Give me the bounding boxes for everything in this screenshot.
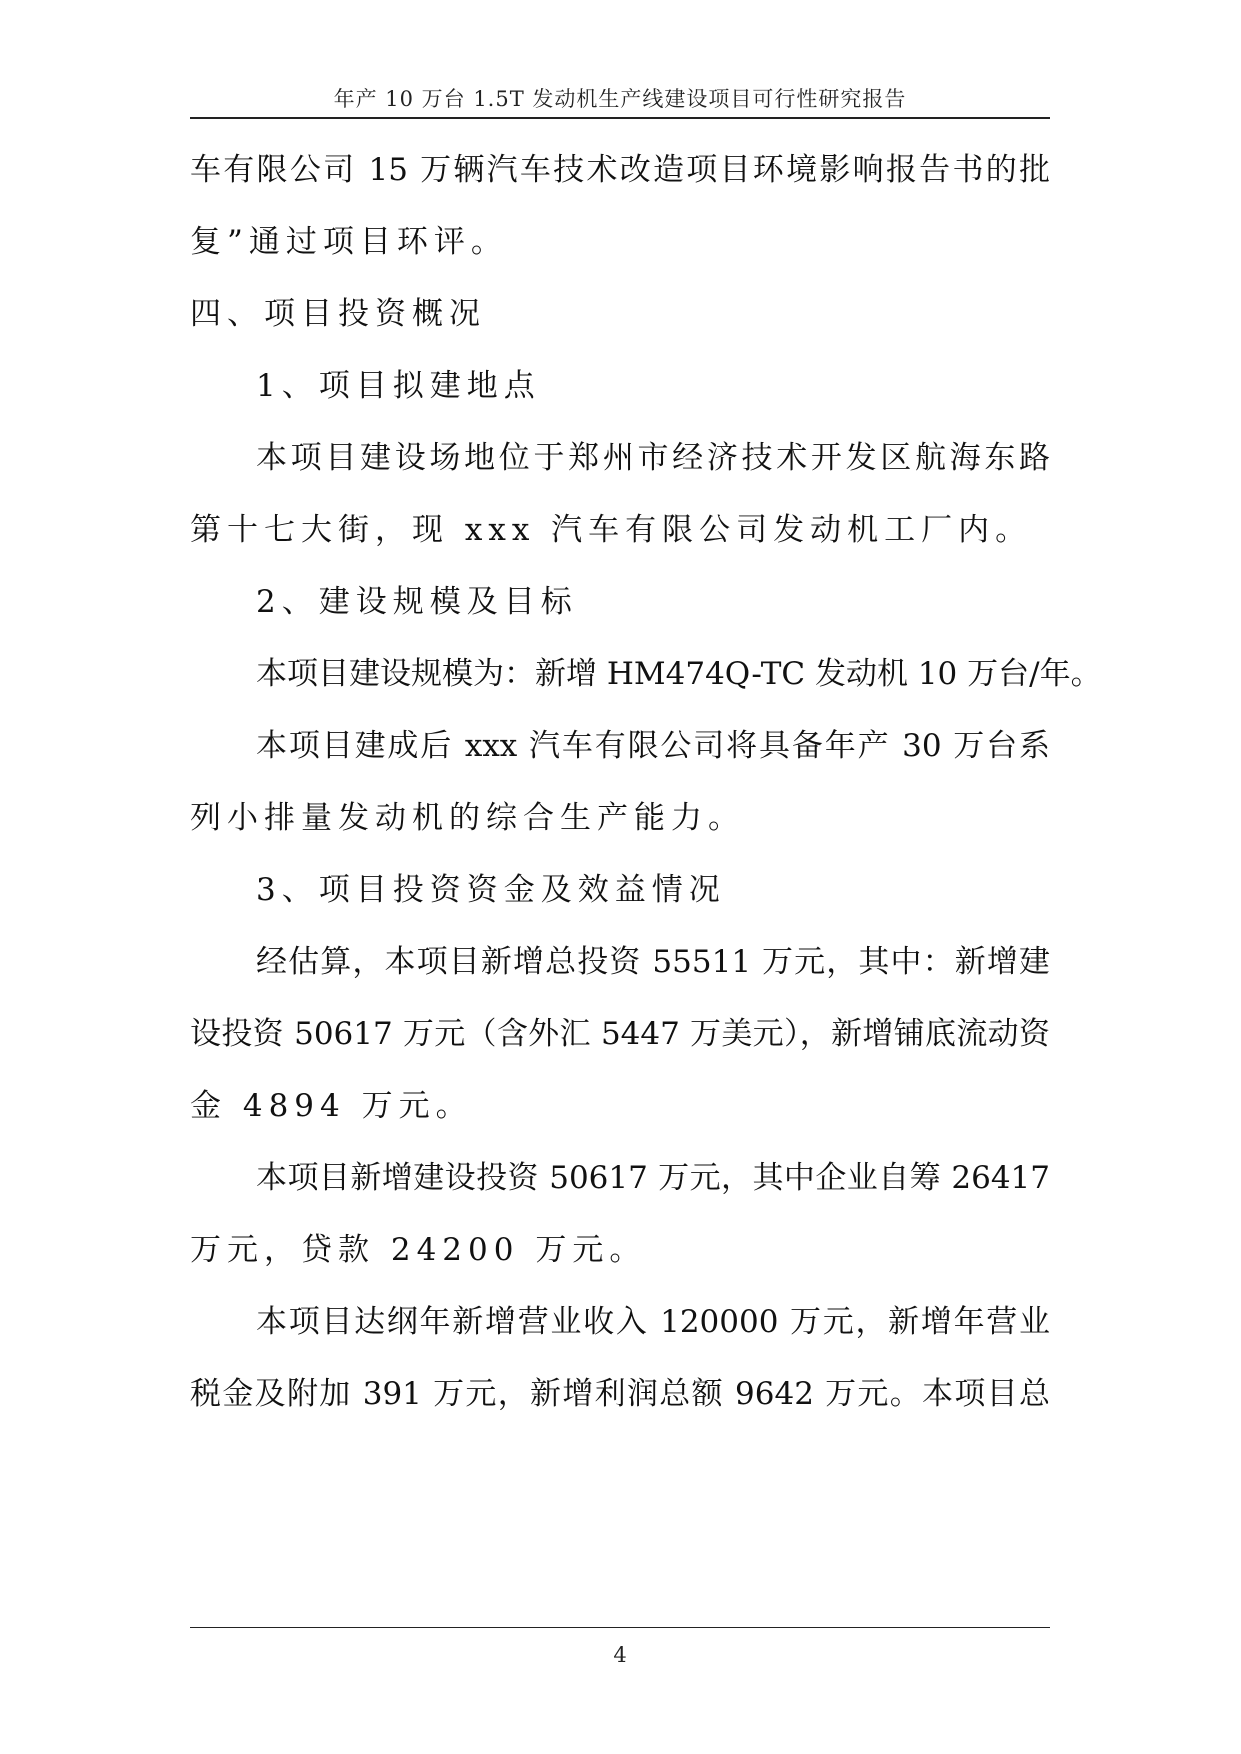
subsection-heading: 1、项目拟建地点 — [256, 368, 541, 404]
paragraph-line: 本项目建设规模为：新增 HM474Q-TC 发动机 10 万台/年。 — [256, 656, 1102, 692]
paragraph-line: 金 4894 万元。 — [190, 1088, 473, 1124]
header-divider — [190, 117, 1050, 119]
paragraph-line: 本项目建设场地位于郑州市经济技术开发区航海东路 — [256, 440, 1050, 476]
paragraph-line: 车有限公司 15 万辆汽车技术改造项目环境影响报告书的批 — [190, 152, 1050, 188]
paragraph-line: 万元，贷款 24200 万元。 — [190, 1232, 647, 1268]
paragraph-line: 列小排量发动机的综合生产能力。 — [190, 800, 745, 836]
paragraph-line: 本项目建成后 xxx 汽车有限公司将具备年产 30 万台系 — [256, 728, 1050, 764]
paragraph-line: 经估算，本项目新增总投资 55511 万元，其中：新增建 — [256, 944, 1050, 980]
footer-divider — [190, 1627, 1050, 1628]
page-number: 4 — [613, 1643, 627, 1667]
paragraph-line: 复”通过项目环评。 — [190, 224, 508, 260]
paragraph-line: 第十七大街，现 xxx 汽车有限公司发动机工厂内。 — [190, 512, 1033, 548]
subsection-heading: 3、项目投资资金及效益情况 — [256, 872, 726, 908]
paragraph-line: 设投资 50617 万元（含外汇 5447 万美元），新增铺底流动资 — [190, 1016, 1050, 1052]
subsection-heading: 2、建设规模及目标 — [256, 584, 578, 620]
paragraph-line: 本项目达纲年新增营业收入 120000 万元，新增年营业 — [256, 1304, 1050, 1340]
running-header: 年产 10 万台 1.5T 发动机生产线建设项目可行性研究报告 — [333, 87, 907, 111]
paragraph-line: 本项目新增建设投资 50617 万元，其中企业自筹 26417 — [256, 1160, 1050, 1196]
section-heading: 四、项目投资概况 — [190, 296, 486, 332]
paragraph-line: 税金及附加 391 万元，新增利润总额 9642 万元。本项目总 — [190, 1376, 1050, 1412]
